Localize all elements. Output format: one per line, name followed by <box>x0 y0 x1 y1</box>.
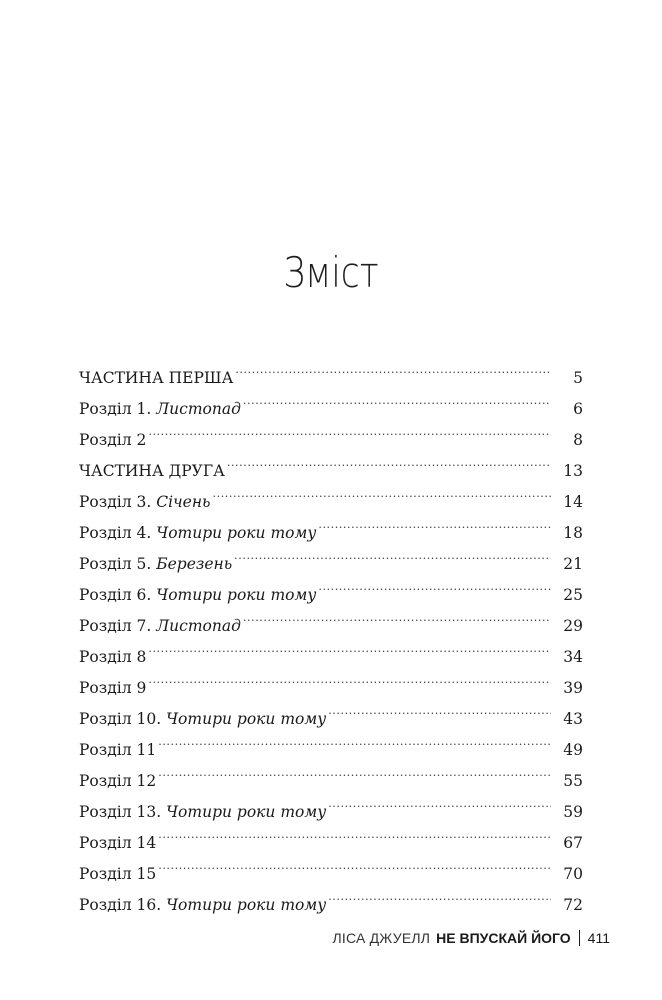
toc-dot-leader <box>148 414 551 445</box>
toc-page-number: 29 <box>563 617 583 635</box>
toc-page-number: 72 <box>563 896 583 914</box>
toc-entry <box>79 414 583 449</box>
toc-page-number: 21 <box>563 555 583 573</box>
toc-entry-subtitle: Чотири роки тому <box>166 896 327 914</box>
toc-dot-leader <box>328 693 551 724</box>
toc-dot-leader <box>318 507 551 538</box>
toc-entry-text: Розділ 14 <box>79 834 157 852</box>
toc-page-number: 6 <box>573 400 583 418</box>
toc-entry-text: Розділ 10. <box>79 710 167 728</box>
toc-entry-subtitle: Чотири роки тому <box>166 803 327 821</box>
toc-page-number: 18 <box>563 524 583 542</box>
toc-entry-text: Розділ 6. <box>79 586 157 604</box>
toc-page-number: 70 <box>563 865 583 883</box>
toc-dot-leader <box>213 476 552 507</box>
toc-entry <box>79 445 583 480</box>
toc-page-number: 43 <box>563 710 583 728</box>
toc-dot-leader <box>234 538 551 569</box>
page-title: Зміст <box>283 248 379 297</box>
toc-entry-subtitle: Листопад <box>156 617 241 635</box>
toc-entry-label <box>79 425 146 456</box>
toc-entry-text: ЧАСТИНА ДРУГА <box>79 462 225 480</box>
toc-dot-leader <box>243 600 551 631</box>
toc-page-number: 49 <box>563 741 583 759</box>
toc-dot-leader <box>158 848 551 879</box>
toc-page-number: 8 <box>573 431 583 449</box>
toc-dot-leader <box>158 724 551 755</box>
toc-entry-text: ЧАСТИНА ПЕРША <box>79 369 234 387</box>
toc-page-number: 14 <box>563 493 583 511</box>
toc-entry <box>79 631 583 666</box>
toc-dot-leader <box>158 817 551 848</box>
toc-entry-text: Розділ 4. <box>79 524 157 542</box>
toc-dot-leader <box>227 445 551 476</box>
toc-entry-subtitle: Чотири роки тому <box>156 586 317 604</box>
toc-entry-text: Розділ 15 <box>79 865 157 883</box>
toc-page-number: 67 <box>563 834 583 852</box>
toc-entry-text: Розділ 11 <box>79 741 157 759</box>
footer-author: ЛІСА ДЖУЕЛЛ <box>332 930 431 946</box>
toc-entry-label <box>79 673 146 704</box>
toc-page-number: 39 <box>563 679 583 697</box>
toc-entry-label <box>79 642 146 673</box>
toc-entry-subtitle: Листопад <box>156 400 241 418</box>
toc-entry-label <box>79 487 211 518</box>
toc-page-number: 5 <box>573 369 583 387</box>
toc-dot-leader <box>243 383 551 414</box>
toc-entry-subtitle: Березень <box>156 555 233 573</box>
toc-entry-subtitle: Чотири роки тому <box>156 524 317 542</box>
running-footer <box>333 930 611 946</box>
toc-dot-leader <box>318 569 551 600</box>
toc-page-number: 25 <box>563 586 583 604</box>
toc-entry <box>79 352 583 387</box>
toc-entry-text: Розділ 5. <box>79 555 157 573</box>
toc-entry-text: Розділ 8 <box>79 648 147 666</box>
toc-dot-leader <box>148 631 551 662</box>
toc-entry-text: Розділ 2 <box>79 431 147 449</box>
toc-page-number: 55 <box>563 772 583 790</box>
toc-entry-label <box>79 890 326 921</box>
footer-separator <box>579 930 580 946</box>
toc-dot-leader <box>235 352 551 383</box>
toc-entry <box>79 693 583 728</box>
toc-dot-leader <box>148 662 551 693</box>
toc-page-number: 13 <box>563 462 583 480</box>
toc-dot-leader <box>328 786 551 817</box>
toc-entry-subtitle: Чотири роки тому <box>166 710 327 728</box>
footer-book-title: НЕ ВПУСКАЙ ЙОГО <box>436 930 571 946</box>
footer-page-number: 411 <box>587 930 610 946</box>
toc-entry-label <box>79 859 156 890</box>
toc-entry-text: Розділ 3. <box>79 493 157 511</box>
toc-page-number: 34 <box>563 648 583 666</box>
toc-entry-text: Розділ 1. <box>79 400 157 418</box>
toc-entry-subtitle: Січень <box>156 493 211 511</box>
toc-entry-label <box>79 456 225 487</box>
toc-entry-text: Розділ 13. <box>79 803 167 821</box>
toc-page-number: 59 <box>563 803 583 821</box>
toc-entry-text: Розділ 7. <box>79 617 157 635</box>
toc-entry-label <box>79 766 156 797</box>
toc-entry-text: Розділ 9 <box>79 679 147 697</box>
toc-entry-label <box>79 363 233 394</box>
toc-entry-text: Розділ 16. <box>79 896 167 914</box>
toc-entry-label <box>79 735 156 766</box>
table-of-contents <box>79 352 583 914</box>
toc-entry-text: Розділ 12 <box>79 772 157 790</box>
toc-dot-leader <box>328 879 551 910</box>
toc-entry-label <box>79 549 232 580</box>
toc-entry-label <box>79 828 156 859</box>
toc-entry <box>79 662 583 697</box>
toc-dot-leader <box>158 755 551 786</box>
